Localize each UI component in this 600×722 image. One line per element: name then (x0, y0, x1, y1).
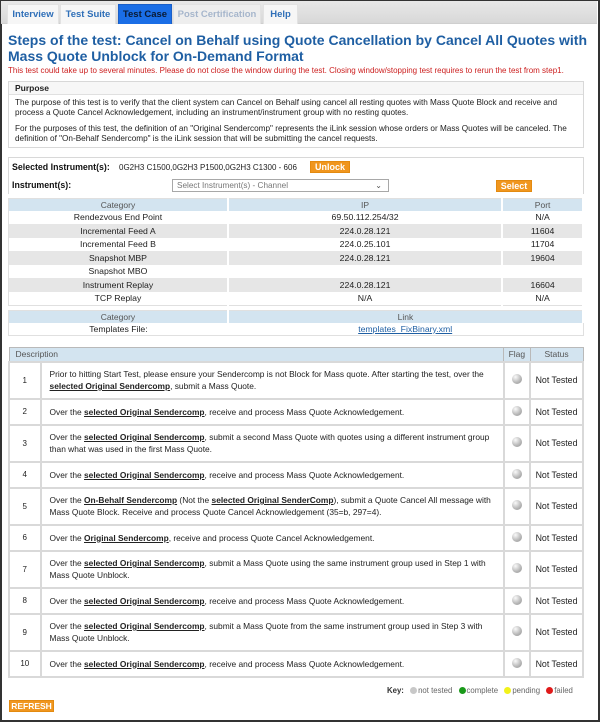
chevron-down-icon: ⌄ (375, 181, 382, 190)
status-ball-icon (512, 437, 522, 447)
table-row (9, 251, 584, 265)
column-header-category: Category (9, 199, 228, 211)
table-row (9, 323, 584, 336)
step-number: 8 (9, 588, 41, 614)
key-pending: pending (512, 686, 541, 695)
step-number: 4 (9, 462, 41, 488)
cell-category: Incremental Feed B (9, 238, 228, 252)
step-description (41, 399, 504, 425)
cell-ip: 224.0.28.121 (228, 251, 502, 265)
step-text: , submit a Mass Quote. (170, 381, 257, 391)
step-number: 2 (9, 399, 41, 425)
step-flag (504, 488, 530, 525)
pending-dot-icon (504, 687, 511, 694)
step-status: Not Tested (530, 362, 583, 399)
column-header-ip: IP (228, 199, 502, 211)
failed-dot-icon (546, 687, 553, 694)
cell-port: 19604 (502, 251, 583, 265)
step-text: Over the (49, 469, 84, 480)
step-text: Over the (49, 658, 84, 669)
step-description (41, 488, 504, 525)
tab-test-suite[interactable]: Test Suite (60, 4, 116, 24)
cell-port: 11604 (502, 224, 583, 238)
table-row (9, 292, 584, 306)
step-status: Not Tested (530, 588, 583, 614)
step-flag (504, 425, 530, 462)
status-ball-icon (512, 469, 522, 479)
status-ball-icon (512, 595, 522, 605)
step-status: Not Tested (530, 525, 583, 551)
selected-instruments-label: Selected Instrument(s): (12, 162, 110, 172)
step-text: , submit a Mass Quote using the same instrument group used in Step 1 with Mass Quote Unblock. (49, 558, 486, 580)
step-flag (504, 525, 530, 551)
table-row (9, 462, 583, 488)
cell-category: TCP Replay (9, 292, 228, 306)
tab-bar (1, 1, 597, 24)
status-ball-icon (512, 374, 522, 384)
network-table (8, 198, 584, 306)
purpose-heading: Purpose (9, 82, 583, 95)
key-label: Key: (387, 686, 404, 695)
templates-file-label: Templates File: (89, 323, 148, 334)
step-flag (504, 588, 530, 614)
step-description (41, 362, 504, 399)
table-row (9, 265, 584, 279)
step-text: , submit a second Mass Quote with quotes using a different instrument group than what was used in the first Mass Quote. (49, 432, 490, 454)
purpose-panel (8, 81, 584, 148)
step-emphasis: selected Original Sendercomp (84, 658, 205, 669)
cell-port (502, 265, 583, 279)
step-text: , receive and process Mass Quote Acknowledgement. (204, 469, 405, 480)
cell-ip: 224.0.28.121 (228, 224, 502, 238)
step-flag (504, 462, 530, 488)
step-emphasis: selected Original Sendercomp (84, 558, 205, 568)
step-emphasis: On-Behalf Sendercomp (84, 495, 178, 505)
complete-dot-icon (459, 687, 466, 694)
select-instrument-button[interactable]: Select (496, 180, 532, 192)
step-emphasis: selected Original Sendercomp (84, 595, 205, 606)
step-description (41, 588, 504, 614)
step-status: Not Tested (530, 651, 583, 677)
table-row (9, 211, 584, 225)
step-text: , receive and process Mass Quote Acknowledgement. (204, 406, 405, 417)
purpose-paragraph-1: The purpose of this test is to verify that the client system can Cancel on Behalf using cancel all resting quotes with Mass Quote Block and receive and process a Quote Cancel Acknowledgement, including an instrument/instrument group with no resting quotes. (15, 98, 558, 117)
status-ball-icon (512, 406, 522, 416)
table-row (9, 651, 583, 677)
unlock-button[interactable]: Unlock (310, 161, 350, 173)
column-header-category: Category (9, 311, 228, 323)
step-text: , receive and process Quote Cancel Acknowledgement. (168, 532, 375, 543)
step-description (41, 651, 504, 677)
key-complete: complete (466, 686, 499, 695)
cell-category: Snapshot MBP (9, 251, 228, 265)
tab-interview[interactable]: Interview (7, 4, 59, 24)
instrument-select-placeholder: Select Instrument(s) - Channel (177, 181, 289, 190)
step-text: (Not the (177, 495, 212, 505)
step-text: , submit a Mass Quote from the same instrument group used in Step 3 with Mass Quote Unblock. (49, 621, 483, 643)
cell-port: 16604 (502, 278, 583, 292)
selected-instruments-value: 0G2H3 C1500,0G2H3 P1500,0G2H3 C1300 - 606 (119, 163, 297, 172)
table-row (9, 224, 584, 238)
step-text: , receive and process Mass Quote Acknowledgement. (204, 658, 405, 669)
step-number: 3 (9, 425, 41, 462)
cell-port: N/A (502, 211, 583, 225)
cell-port: 11704 (502, 238, 583, 252)
step-text: Over the (49, 406, 84, 417)
step-text: Over the (49, 558, 84, 568)
step-emphasis: selected Original Sendercomp (49, 381, 171, 391)
step-text: Over the (49, 532, 84, 543)
step-status: Not Tested (530, 462, 583, 488)
column-header-status: Status (530, 348, 583, 362)
cell-category: Incremental Feed A (9, 224, 228, 238)
refresh-button[interactable]: REFRESH (9, 700, 54, 712)
step-status: Not Tested (530, 425, 583, 462)
step-text: Over the (49, 432, 84, 442)
key-not-tested: not tested (418, 686, 453, 695)
instrument-channel-select[interactable] (172, 179, 389, 192)
cell-ip: 224.0.28.121 (228, 278, 502, 292)
step-number: 6 (9, 525, 41, 551)
status-key-legend (387, 686, 573, 695)
key-failed: failed (554, 686, 573, 695)
table-row (9, 551, 583, 588)
cell-category: Instrument Replay (9, 278, 228, 292)
step-flag (504, 399, 530, 425)
step-text: Over the (49, 495, 84, 505)
step-flag (504, 551, 530, 588)
tab-test-case[interactable]: Test Case (118, 4, 172, 24)
table-row (9, 399, 583, 425)
step-description (41, 425, 504, 462)
step-emphasis: selected Original Sendercomp (84, 406, 205, 417)
cell-ip (228, 265, 502, 279)
table-row (9, 614, 583, 651)
step-flag (504, 651, 530, 677)
column-header-link: Link (228, 311, 583, 323)
table-row (9, 362, 583, 399)
step-text: ), submit a Quote Cancel All message with Mass Quote Block. Receive and process Quote Cancel Acknowledgement (35=b, 297=4). (49, 495, 491, 517)
status-ball-icon (512, 532, 522, 542)
step-status: Not Tested (530, 551, 583, 588)
step-description (41, 525, 504, 551)
table-row (9, 525, 583, 551)
step-number: 9 (9, 614, 41, 651)
step-number: 1 (9, 362, 41, 399)
cell-ip: 69.50.112.254/32 (228, 211, 502, 225)
instrument-selection-panel (8, 157, 584, 194)
table-row (9, 588, 583, 614)
step-description (41, 462, 504, 488)
step-status: Not Tested (530, 399, 583, 425)
column-header-description: Description (9, 348, 504, 362)
cell-port: N/A (502, 292, 583, 306)
step-text: Over the (49, 595, 84, 606)
purpose-paragraph-2: For the purposes of this test, the definition of an "Original Sendercomp" represents the iLink session whose orders or Mass Quotes will be canceled. The definition of "On-Behalf Sendercomp" is the iLink session that will be submitting the cancel requests. (15, 124, 567, 143)
column-header-port: Port (502, 199, 583, 211)
step-flag (504, 362, 530, 399)
cell-ip: 224.0.25.101 (228, 238, 502, 252)
step-status: Not Tested (530, 488, 583, 525)
table-row (9, 488, 583, 525)
table-row (9, 278, 584, 292)
table-row (9, 425, 583, 462)
step-emphasis: selected Original SenderComp (211, 495, 334, 505)
cell-ip: N/A (228, 292, 502, 306)
status-ball-icon (512, 563, 522, 573)
step-emphasis: Original Sendercomp (84, 532, 169, 543)
tab-help[interactable]: Help (263, 4, 298, 24)
templates-table (8, 310, 584, 336)
step-text: , receive and process Mass Quote Acknowledgement. (204, 595, 405, 606)
not-tested-dot-icon (410, 687, 417, 694)
tab-post-certification: Post Certification (173, 4, 261, 24)
step-number: 5 (9, 488, 41, 525)
step-number: 10 (9, 651, 41, 677)
step-status: Not Tested (530, 614, 583, 651)
status-ball-icon (512, 626, 522, 636)
step-emphasis: selected Original Sendercomp (84, 469, 205, 480)
status-ball-icon (512, 500, 522, 510)
column-header-flag: Flag (504, 348, 530, 362)
test-steps-table (8, 347, 584, 678)
step-number: 7 (9, 551, 41, 588)
step-emphasis: selected Original Sendercomp (84, 432, 205, 442)
page-title: Steps of the test: Cancel on Behalf using Quote Cancellation by Cancel All Quotes with Mass Quote Unblock for On-Demand Format (8, 32, 588, 64)
instruments-label: Instrument(s): (12, 180, 72, 190)
step-text: Over the (49, 621, 84, 631)
warning-message: This test could take up to several minutes. Please do not close the window during the test. Closing window/stopping test requires to rerun the test from step1. (8, 66, 564, 75)
step-text: Prior to hitting Start Test, please ensure your Sendercomp is not Block for Mass quote. After starting the test, over the (49, 369, 484, 379)
templates-file-link[interactable]: templates_FixBinary.xml (358, 323, 453, 334)
status-ball-icon (512, 658, 522, 668)
step-description (41, 551, 504, 588)
step-description (41, 614, 504, 651)
cell-category: Snapshot MBO (9, 265, 228, 279)
table-row (9, 238, 584, 252)
cell-category: Rendezvous End Point (9, 211, 228, 225)
step-flag (504, 614, 530, 651)
step-emphasis: selected Original Sendercomp (84, 621, 205, 631)
